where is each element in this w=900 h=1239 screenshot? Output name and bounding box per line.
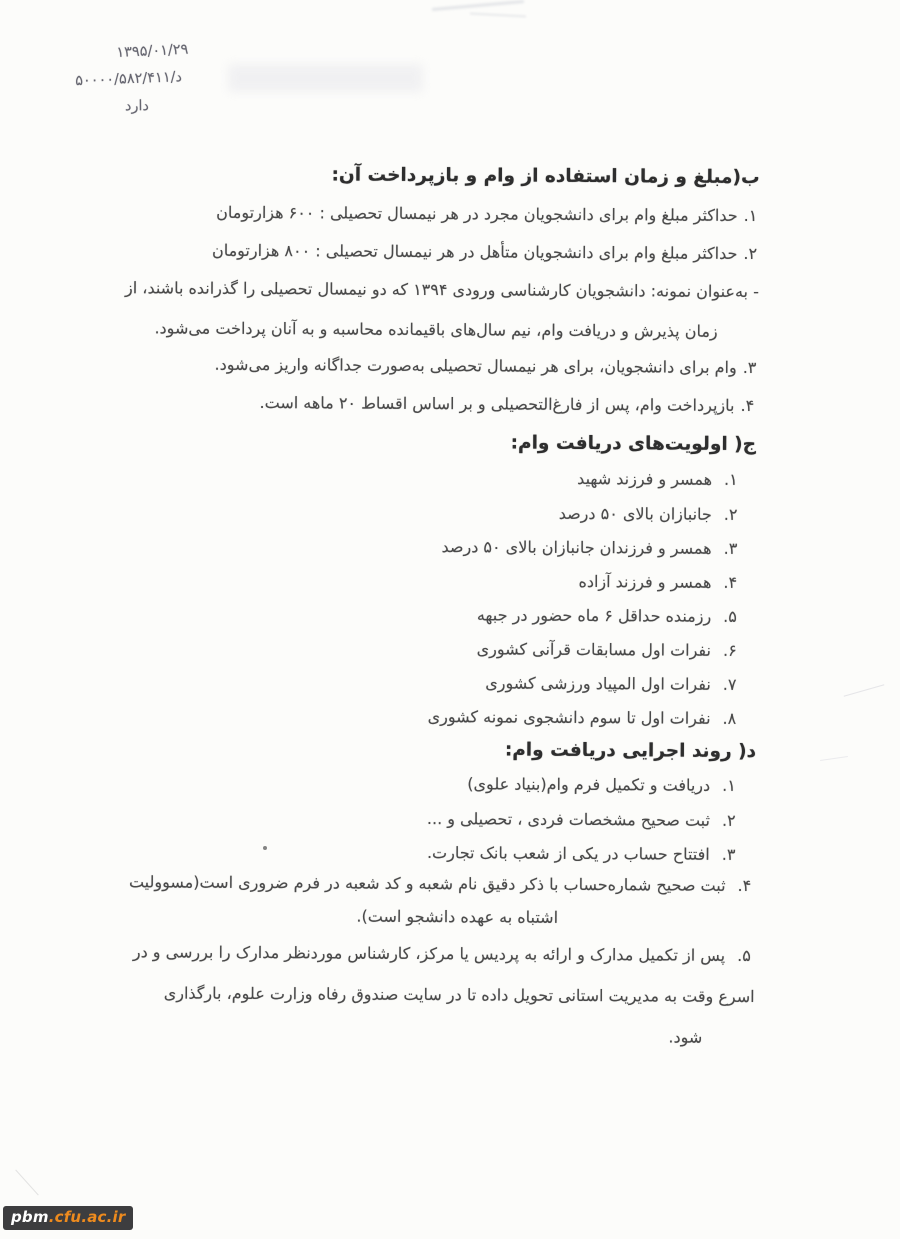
item-number: ۲. xyxy=(743,243,758,264)
note-line: زمان پذیرش و دریافت وام، نیم سال‌های باقیمانده محاسبه و به آنان پرداخت می‌شود. xyxy=(154,318,718,341)
letter-number: د/۵۰۰۰۰/۵۸۲/۴۱۱ xyxy=(74,69,183,90)
process-item xyxy=(427,840,736,868)
item-text: نفرات اول المپیاد ورزشی کشوری xyxy=(485,673,711,694)
item-text: همسر و فرزندان جانبازان بالای ۵۰ درصد xyxy=(441,537,712,558)
list-item xyxy=(212,238,757,267)
priority-item xyxy=(477,602,737,630)
item-number: ۱. xyxy=(743,205,758,226)
item-text: ثبت صحیح شماره‌حساب با ذکر دقیق نام شعبه و کد شعبه در فرم ضروری است(مسوولیت xyxy=(128,872,726,895)
process-item-continued: اشتباه به عهده دانشجو است). xyxy=(356,906,559,927)
process-item xyxy=(427,806,736,834)
item-number: ۴. xyxy=(737,875,752,896)
priority-item xyxy=(485,670,736,698)
priority-item xyxy=(441,534,737,562)
item-text: همسر و فرزند آزاده xyxy=(578,571,712,592)
item-number: ۳. xyxy=(742,357,757,378)
item-text: دریافت و تکمیل فرم وام(بنیاد علوی) xyxy=(467,774,711,795)
item-text: رزمنده حداقل ۶ ماه حضور در جبهه xyxy=(476,605,712,626)
item-text: وام برای دانشجویان، برای هر نیمسال تحصیلی به‌صورت جداگانه واریز می‌شود. xyxy=(214,354,737,377)
letter-attachment: دارد xyxy=(124,98,150,115)
section-d-heading: د( روند اجرایی دریافت وام: xyxy=(504,739,757,763)
item-number: ۱. xyxy=(723,469,738,489)
item-text: ثبت صحیح مشخصات فردی ، تحصیلی و ... xyxy=(426,809,711,830)
process-item-continued: شود. xyxy=(668,1027,703,1047)
watermark-prefix: pbm xyxy=(11,1208,49,1226)
item-text: نفرات اول تا سوم دانشجوی نمونه کشوری xyxy=(427,707,711,728)
item-number: ۲. xyxy=(723,504,738,524)
list-item xyxy=(215,352,757,381)
item-number: ۴. xyxy=(723,572,738,592)
process-item xyxy=(467,771,736,799)
item-text: حداکثر مبلغ وام برای دانشجویان متأهل در هر نیمسال تحصیلی : ۸۰۰ هزارتومان xyxy=(211,240,738,263)
item-text: افتتاح حساب در یکی از شعب بانک تجارت. xyxy=(426,843,710,864)
note-line: - به‌عنوان نمونه: دانشجویان کارشناسی ورودی ۱۳۹۴ که دو نیمسال تحصیلی را گذرانده باشند، از xyxy=(125,278,759,302)
priority-item xyxy=(559,501,738,528)
item-number: ۶. xyxy=(722,640,737,660)
section-j-heading: ج( اولویت‌های دریافت وام: xyxy=(510,432,757,456)
item-number: ۸. xyxy=(722,708,737,728)
item-text: حداکثر مبلغ وام برای دانشجویان مجرد در هر نیمسال تحصیلی : ۶۰۰ هزارتومان xyxy=(216,202,738,225)
process-item xyxy=(129,869,751,899)
watermark-suffix: .cfu.ac.ir xyxy=(48,1208,126,1226)
item-number: ۲. xyxy=(721,810,736,830)
item-text: جانبازان بالای ۵۰ درصد xyxy=(558,503,712,524)
list-item xyxy=(216,200,757,229)
item-number: ۵. xyxy=(737,945,751,966)
item-number: ۴. xyxy=(740,395,755,416)
item-text: همسر و فرزند شهید xyxy=(577,468,713,489)
item-text: بازپرداخت وام، پس از فارغ‌التحصیلی و بر اساس اقساط ۲۰ ماهه است. xyxy=(259,393,735,415)
item-number: ۷. xyxy=(722,674,737,694)
item-number: ۱. xyxy=(722,775,736,795)
item-number: ۳. xyxy=(723,538,738,558)
watermark-badge xyxy=(3,1206,133,1230)
item-text: پس از تکمیل مدارک و ارائه به پردیس یا مرکز، کارشناس موردنظر مدارک را بررسی و در xyxy=(132,942,726,965)
item-text: نفرات اول مسابقات قرآنی کشوری xyxy=(476,639,712,660)
letter-date: ۱۳۹۵/۰۱/۲۹ xyxy=(116,41,189,62)
process-item-continued: اسرع وقت به مدیریت استانی تحویل داده تا در سایت صندوق رفاه وزارت علوم، بارگذاری xyxy=(163,983,755,1007)
section-b-heading: ب(مبلغ و زمان استفاده از وام و بازپرداخت آن: xyxy=(331,164,760,189)
item-number: ۵. xyxy=(723,606,737,626)
list-item xyxy=(259,390,754,419)
process-item xyxy=(133,939,751,969)
priority-item xyxy=(578,569,737,596)
item-number: ۳. xyxy=(721,844,736,864)
priority-item xyxy=(428,704,737,732)
priority-item xyxy=(477,636,737,664)
priority-item xyxy=(577,466,738,493)
